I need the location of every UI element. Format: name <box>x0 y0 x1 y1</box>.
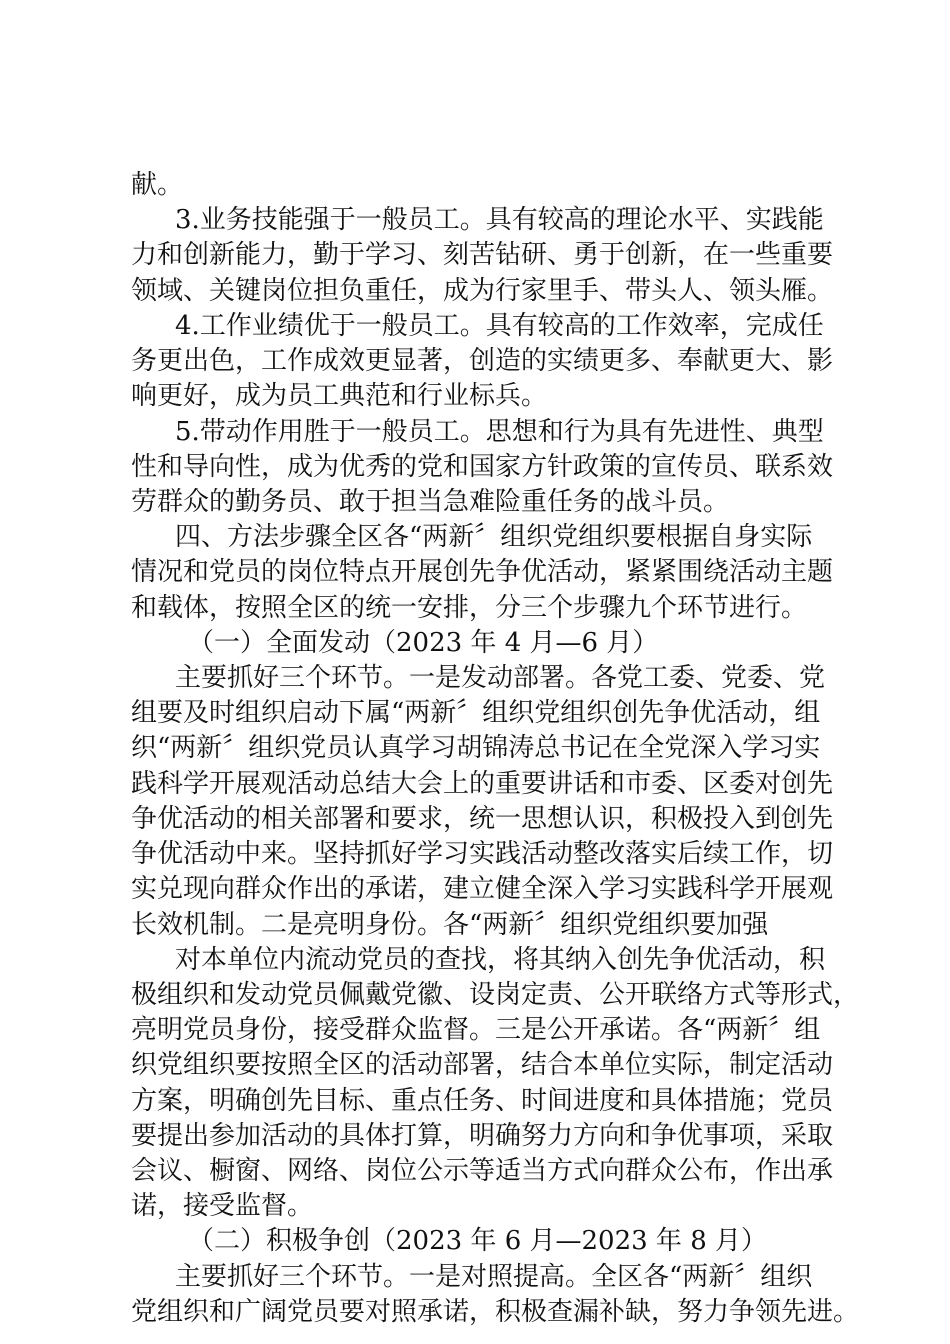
paragraph-line: 性和导向性，成为优秀的党和国家方针政策的宣传员、联系效 <box>131 451 834 482</box>
paragraph-line: 亮明党员身份，接受群众监督。三是公开承诺。各“两新〞组 <box>131 1015 821 1046</box>
paragraph-line: 四、方法步骤全区各“两新〞组织党组织要根据自身实际 <box>175 522 813 553</box>
paragraph-line: 要提出参加活动的具体打算，明确努力方向和争优事项，采取 <box>131 1120 834 1151</box>
paragraph-line: 织“两新〞组织党员认真学习胡锦涛总书记在全党深入学习实 <box>131 733 821 764</box>
paragraph-line: 织党组织要按照全区的活动部署，结合本单位实际，制定活动 <box>131 1050 834 1081</box>
paragraph-line: 对本单位内流动党员的查找，将其纳入创先争优活动，积 <box>175 944 826 975</box>
paragraph-line: 诺，接受监督。 <box>131 1191 314 1222</box>
paragraph-line: 领域、关键岗位担负重任，成为行家里手、带头人、领头雁。 <box>131 275 834 306</box>
section-heading: （一）全面发动（2023 年 4 月—6 月） <box>188 627 659 658</box>
paragraph-line: 长效机制。二是亮明身份。各“两新〞组织党组织要加强 <box>131 909 769 940</box>
paragraph-line: 情况和党员的岗位特点开展创先争优活动，紧紧围绕活动主题 <box>131 557 834 588</box>
paragraph-line: 力和创新能力，勤于学习、刻苦钻研、勇于创新，在一些重要 <box>131 240 834 271</box>
paragraph-line: 践科学开展观活动总结大会上的重要讲话和市委、区委对创先 <box>131 768 834 799</box>
paragraph-line: 和载体，按照全区的统一安排，分三个步骤九个环节进行。 <box>131 592 808 623</box>
paragraph-line: 主要抓好三个环节。一是发动部署。各党工委、党委、党 <box>175 663 826 693</box>
paragraph-line: 组要及时组织启动下属“两新〞组织党组织创先争优活动，组 <box>131 698 821 729</box>
paragraph-line: 党组织和广阔党员要对照承诺，积极查漏补缺，努力争领先进。 <box>131 1296 860 1327</box>
paragraph-line: 3.业务技能强于一般员工。具有较高的理论水平、实践能 <box>175 205 824 236</box>
paragraph-line: 争优活动中来。坚持抓好学习实践活动整改落实后续工作，切 <box>131 839 834 869</box>
section-heading: （二）积极争创（2023 年 6 月—2023 年 8 月） <box>188 1226 768 1257</box>
paragraph-line: 5.带动作用胜于一般员工。思想和行为具有先进性、典型 <box>175 416 824 447</box>
paragraph-line: 务更出色，工作成效更显著，创造的实绩更多、奉献更大、影 <box>131 346 834 377</box>
paragraph-line: 方案，明确创先目标、重点任务、时间进度和具体措施；党员 <box>131 1085 834 1116</box>
paragraph-line: 献。 <box>131 170 184 200</box>
paragraph-line: 实兑现向群众作出的承诺，建立健全深入学习实践科学开展观 <box>131 874 834 905</box>
paragraph-line: 极组织和发动党员佩戴党徽、设岗定责、公开联络方式等形式， <box>131 979 860 1010</box>
paragraph-line: 劳群众的勤务员、敢于担当急难险重任务的战斗员。 <box>131 486 730 517</box>
paragraph-line: 主要抓好三个环节。一是对照提高。全区各“两新〞组织 <box>175 1261 813 1292</box>
paragraph-line: 4.工作业绩优于一般员工。具有较高的工作效率，完成任 <box>175 310 824 341</box>
paragraph-line: 会议、橱窗、网络、岗位公示等适当方式向群众公布，作出承 <box>131 1155 834 1186</box>
paragraph-line: 响更好，成为员工典范和行业标兵。 <box>131 381 548 412</box>
paragraph-line: 争优活动的相关部署和要求，统一思想认识，积极投入到创先 <box>131 803 834 834</box>
